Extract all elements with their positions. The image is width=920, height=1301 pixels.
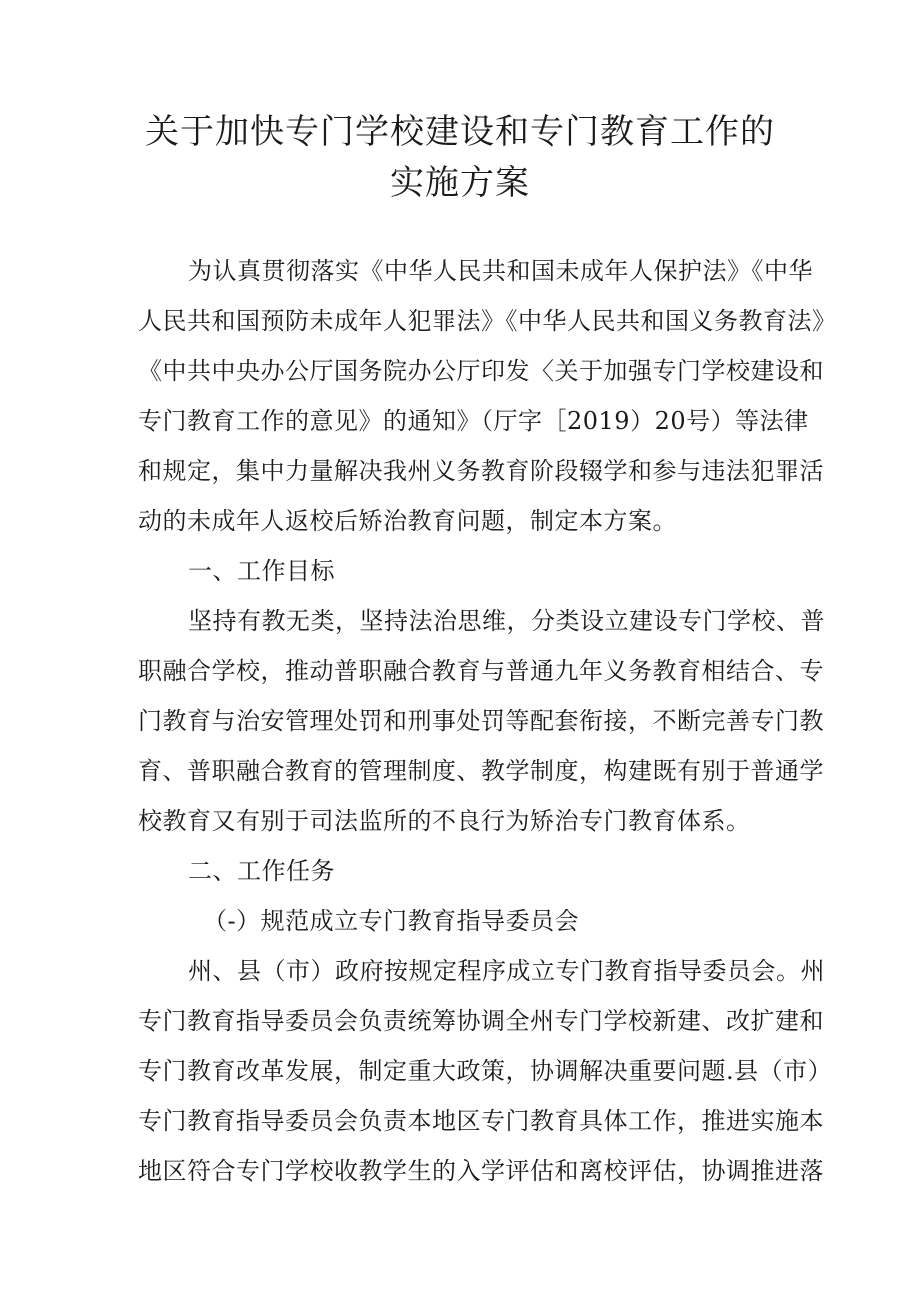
subsection-heading-committee: （-）规范成立专门教育指导委员会	[203, 907, 580, 935]
paragraph-intro-line-6: 动的未成年人返校后矫治教育问题，制定本方案。	[138, 507, 677, 535]
paragraph-committee-line-3: 专门教育改革发展，制定重大政策，协调解决重要问题.县（市）	[138, 1057, 833, 1085]
document-title-line-2: 实施方案	[390, 163, 530, 203]
paragraph-committee-line-4: 专门教育指导委员会负责本地区专门教育具体工作，推进实施本	[138, 1107, 824, 1135]
paragraph-intro-line-3: 《中共中央办公厅国务院办公厅印发〈关于加强专门学校建设和	[138, 357, 824, 385]
paragraph-intro-line-1: 为认真贯彻落实《中华人民共和国未成年人保护法》《中华	[188, 257, 813, 285]
section-heading-goals: 一、工作目标	[188, 557, 335, 585]
paragraph-goals-line-4: 育、普职融合教育的管理制度、教学制度，构建既有别于普通学	[138, 757, 824, 785]
paragraph-committee-line-1: 州、县（市）政府按规定程序成立专门教育指导委员会。州	[188, 957, 825, 985]
paragraph-intro-line-4: 专门教育工作的意见》的通知》（厅字［2019）20号）等法律	[138, 407, 809, 435]
document-title-line-1: 关于加快专门学校建设和专门教育工作的	[145, 112, 775, 152]
paragraph-intro-line-5: 和规定，集中力量解决我州义务教育阶段辍学和参与违法犯罪活	[138, 457, 824, 485]
paragraph-goals-line-2: 职融合学校，推动普职融合教育与普通九年义务教育相结合、专	[138, 657, 824, 685]
paragraph-goals-line-3: 门教育与治安管理处罚和刑事处罚等配套衔接，不断完善专门教	[138, 707, 824, 735]
paragraph-goals-line-5: 校教育又有别于司法监所的不良行为矫治专门教育体系。	[138, 807, 751, 835]
section-heading-tasks: 二、工作任务	[188, 857, 335, 885]
paragraph-goals-line-1: 坚持有教无类，坚持法治思维，分类设立建设专门学校、普	[188, 607, 825, 635]
paragraph-intro-line-2: 人民共和国预防未成年人犯罪法》《中华人民共和国义务教育法》	[138, 307, 837, 335]
paragraph-committee-line-5: 地区符合专门学校收教学生的入学评估和离校评估，协调推进落	[138, 1157, 824, 1185]
paragraph-committee-line-2: 专门教育指导委员会负责统筹协调全州专门学校新建、改扩建和	[138, 1007, 824, 1035]
